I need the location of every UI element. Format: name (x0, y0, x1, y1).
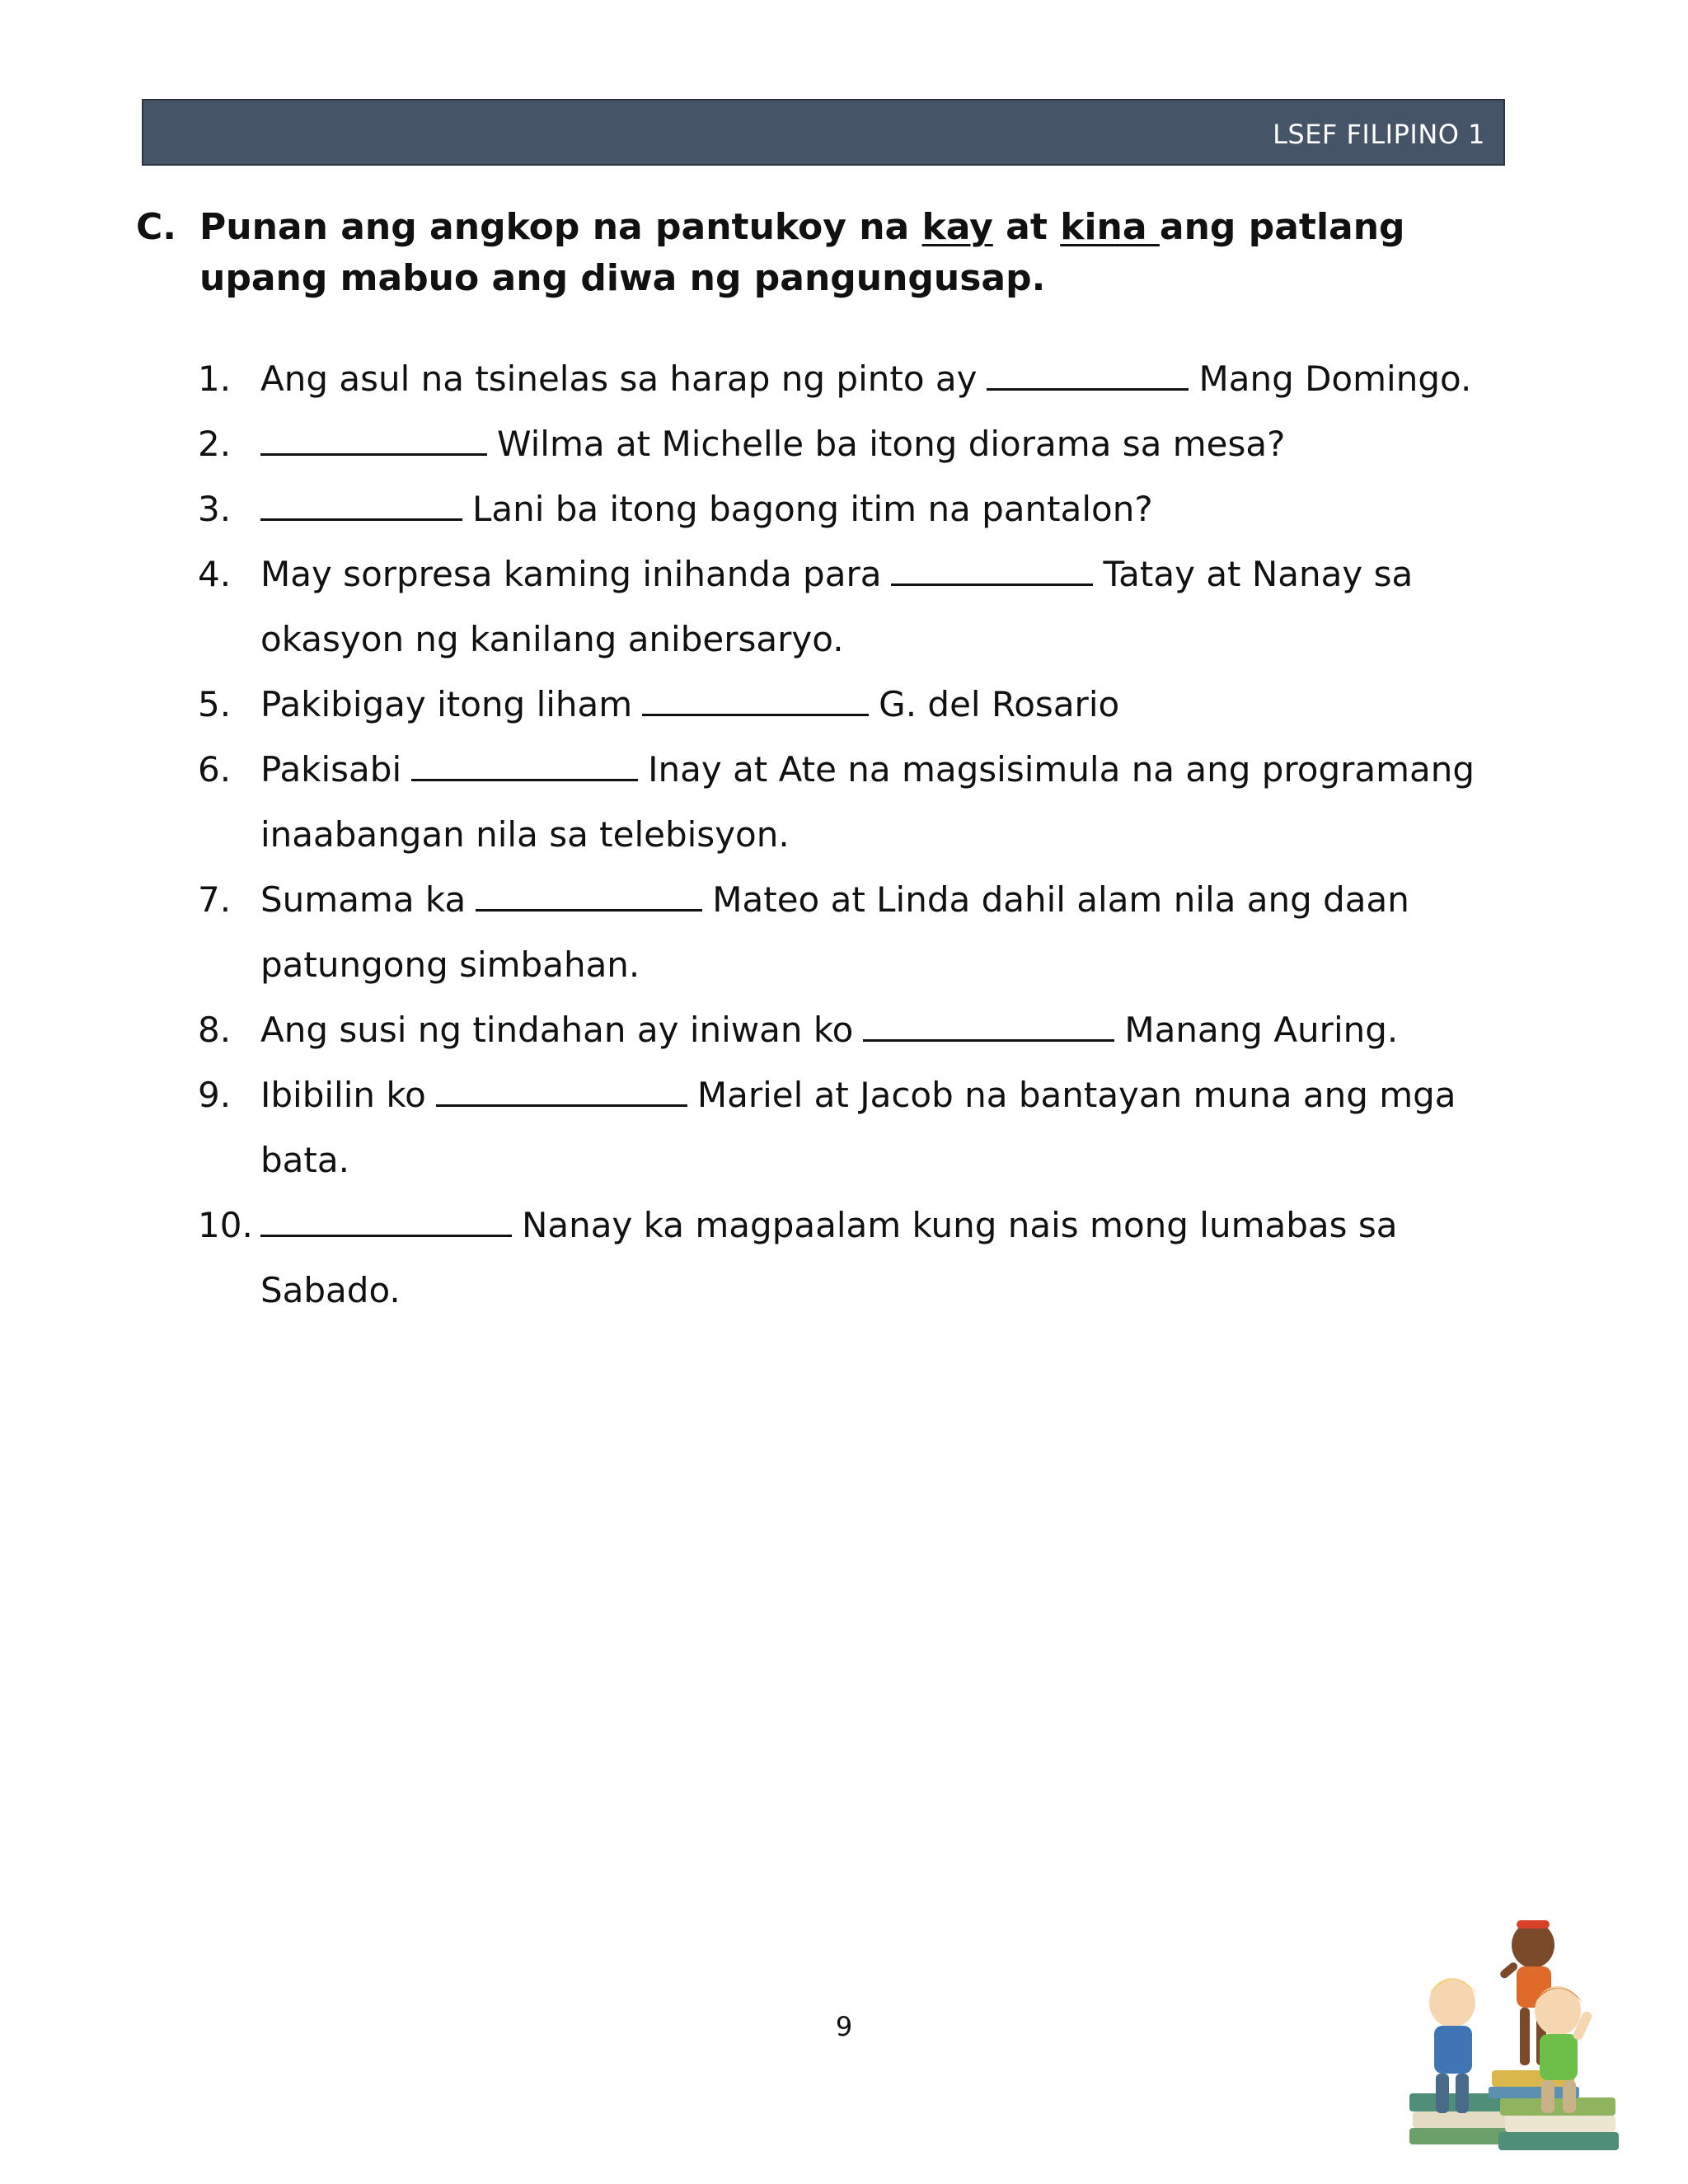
item-text-before: Ang asul na tsinelas sa harap ng pinto ay (260, 359, 978, 399)
exercise-item (198, 346, 1517, 411)
item-text-before: Pakibigay itong liham (260, 684, 633, 724)
exercise-item (198, 411, 1517, 476)
item-number: 4. (198, 554, 232, 594)
item-text-after: Wilma at Michelle ba itong diorama sa mesa? (497, 424, 1286, 464)
exercise-item (198, 1193, 1517, 1323)
item-text-after: Mang Domingo. (1198, 359, 1472, 399)
section-letter: C. (136, 206, 177, 248)
exercise-list (198, 346, 1517, 1323)
exercise-item (198, 997, 1517, 1062)
item-text-after: Tatay at Nanay sa okasyon ng kanilang anibersaryo. (260, 554, 1414, 659)
item-text-after: Manang Auring. (1124, 1010, 1399, 1050)
item-text-after: Lani ba itong bagong itim na pantalon? (472, 489, 1153, 529)
item-text-before: Ang susi ng tindahan ay iniwan ko (260, 1010, 854, 1050)
header-label: LSEF FILIPINO 1 (1273, 119, 1485, 150)
keyword-kay: kay (921, 206, 993, 248)
answer-blank[interactable] (642, 679, 869, 716)
item-number: 8. (198, 1010, 232, 1050)
exercise-item (198, 867, 1517, 997)
answer-blank[interactable] (260, 419, 487, 456)
answer-blank[interactable] (260, 1200, 512, 1237)
keyword-kina: kina (1060, 206, 1160, 248)
item-number: 7. (198, 879, 232, 920)
exercise-item (198, 476, 1517, 541)
exercise-item (198, 672, 1517, 737)
answer-blank[interactable] (863, 1005, 1114, 1042)
instructions-text: at (992, 206, 1061, 248)
exercise-item (198, 1062, 1517, 1193)
item-text-before: Pakisabi (260, 749, 402, 790)
item-text-before: Ibibilin ko (260, 1075, 426, 1115)
item-number: 3. (198, 489, 232, 529)
item-text-before: Sumama ka (260, 879, 467, 920)
item-number: 5. (198, 684, 232, 724)
page-number: 9 (835, 2011, 853, 2042)
item-number: 9. (198, 1075, 232, 1115)
instructions-text: ang patlang upang mabuo ang diwa ng pangungusap. (199, 206, 1405, 299)
header-bar (142, 99, 1505, 166)
answer-blank[interactable] (436, 1070, 687, 1107)
exercise-item (198, 541, 1517, 672)
children-on-books-illustration (1401, 1887, 1632, 2159)
item-text-before: May sorpresa kaming inihanda para (260, 554, 882, 594)
item-text-after: G. del Rosario (879, 684, 1120, 724)
item-number: 10. (198, 1205, 253, 1245)
answer-blank[interactable] (891, 549, 1093, 586)
answer-blank[interactable] (987, 354, 1189, 391)
exercise-item (198, 737, 1517, 867)
item-number: 2. (198, 424, 232, 464)
item-text-after: Inay at Ate na magsisimula na ang programang inaabangan nila sa telebisyon. (260, 749, 1475, 855)
item-text-after: Mateo at Linda dahil alam nila ang daan patungong simbahan. (260, 879, 1409, 985)
answer-blank[interactable] (476, 874, 702, 912)
item-number: 6. (198, 749, 232, 790)
section-instructions (199, 202, 1485, 304)
answer-blank[interactable] (260, 484, 462, 521)
item-text-after: Nanay ka magpaalam kung nais mong lumabas sa Sabado. (260, 1205, 1398, 1310)
item-number: 1. (198, 359, 232, 399)
answer-blank[interactable] (411, 744, 638, 781)
instructions-text: Punan ang angkop na pantukoy na (199, 206, 922, 248)
item-text-after: Mariel at Jacob na bantayan muna ang mga bata. (260, 1075, 1456, 1180)
